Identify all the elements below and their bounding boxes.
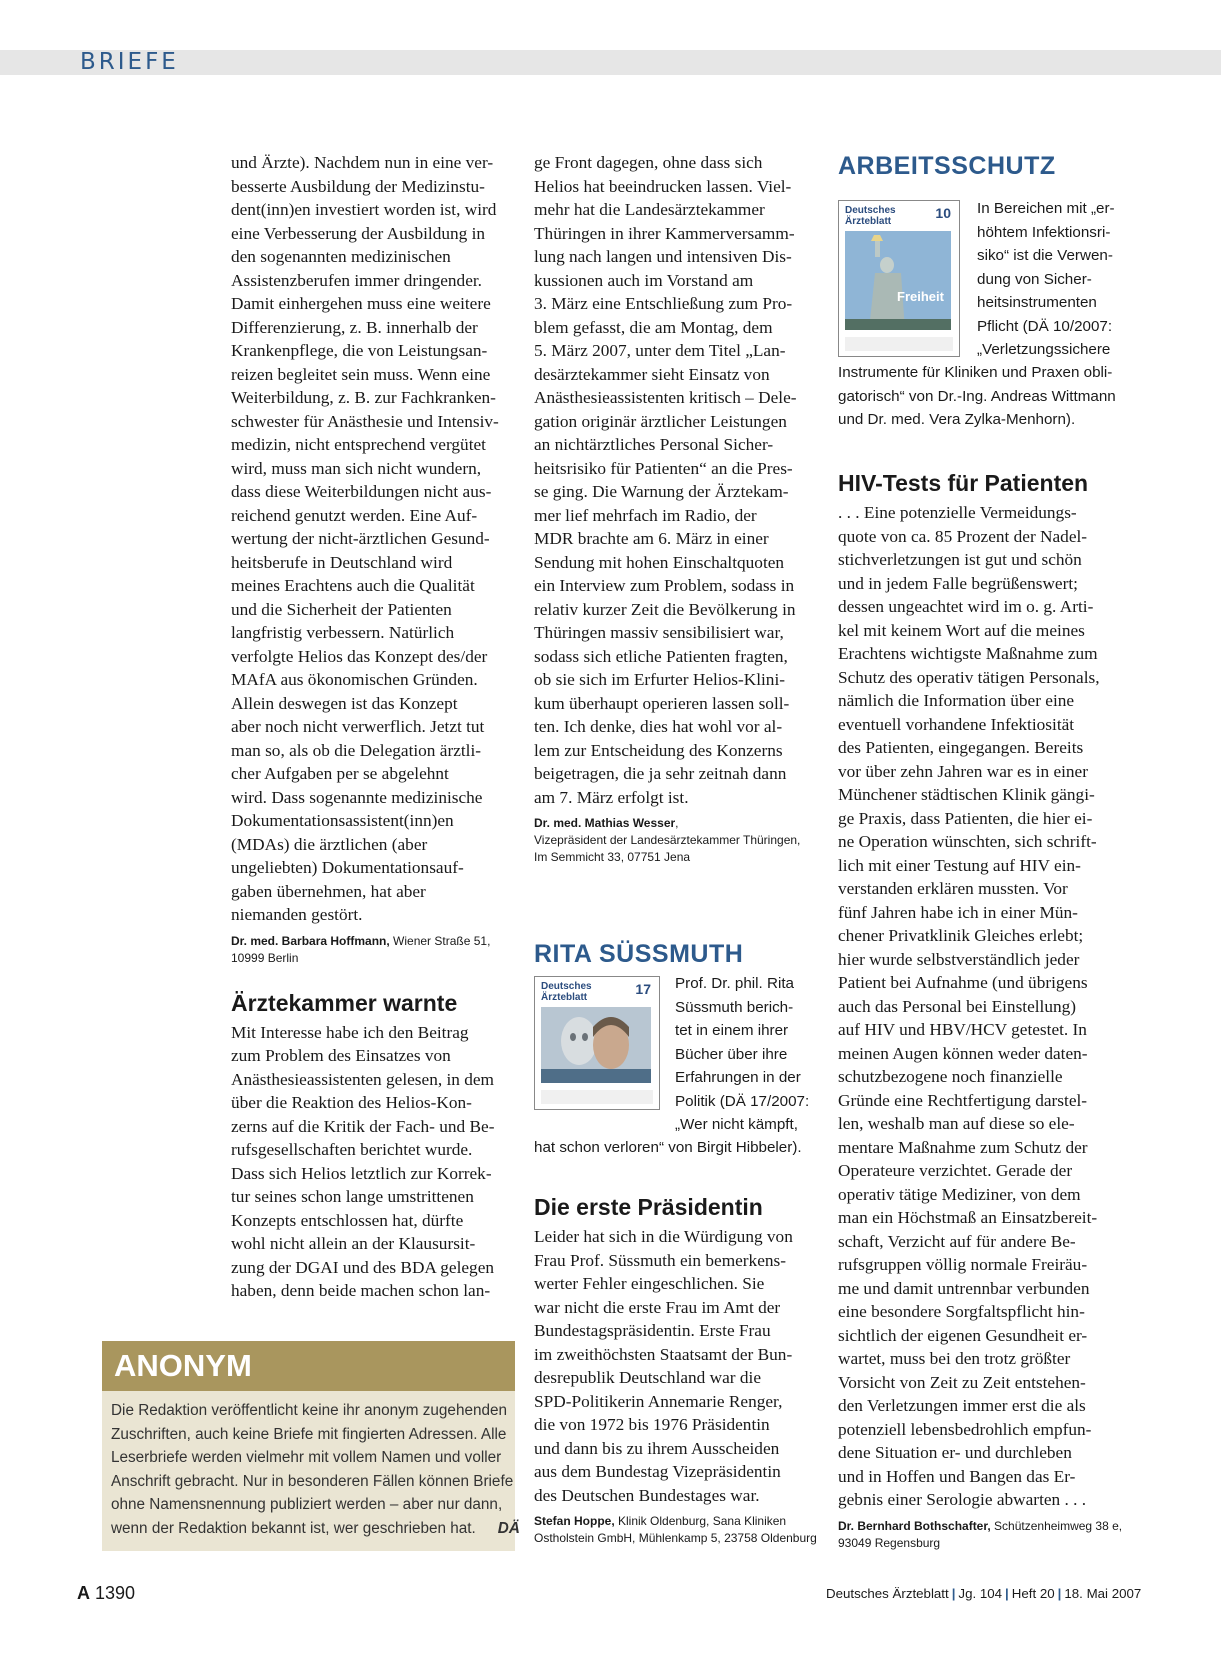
text-line: Vorsicht von Zeit zu Zeit entstehen-	[838, 1372, 1086, 1392]
text-line: vor über zehn Jahren war es in einer	[838, 761, 1088, 781]
text-line: lung nach langen und intensiven Dis-	[534, 247, 792, 266]
text-line: rufsgesellschaften berichtet wurde.	[231, 1140, 473, 1159]
text-line: mentare Maßnahme zum Schutz der	[838, 1137, 1088, 1157]
text-line: gebnis einer Serologie abwarten . . .	[838, 1490, 1087, 1509]
text-line: dessen ungeachtet wird im o. g. Arti-	[838, 597, 1094, 616]
text-line: Anschrift gebracht. Nur in besonderen Fällen können Briefe	[111, 1472, 514, 1490]
text-line: stichverletzungen ist gut und schön	[838, 550, 1082, 569]
journal-date: 18. Mai 2007	[1064, 1586, 1142, 1601]
letter-heading: Ärztekammer warnte	[231, 989, 458, 1016]
cover-title: Freiheit	[897, 289, 944, 304]
text-line: Bücher über ihre	[675, 1045, 788, 1063]
text-line: Erfahrungen in der	[675, 1069, 801, 1086]
text-line: Weiterbildung, z. B. zur Fachkranken-	[231, 388, 496, 407]
letter-body	[231, 151, 516, 927]
text-line: Leider hat sich in die Würdigung von	[534, 1227, 793, 1246]
author-name: Dr. med. Mathias Wesser	[534, 816, 676, 830]
text-line: wartet, muss bei den trotz größter	[838, 1349, 1071, 1368]
text-line: Leserbriefe werden vielmehr mit vollem Namen und voller	[111, 1449, 502, 1466]
text-line: des Deutschen Bundestages war.	[534, 1485, 760, 1505]
author-city: 10999 Berlin	[231, 950, 299, 965]
text-line: Dass sich Helios letztlich zur Korrek-	[231, 1163, 492, 1183]
text-line: langfristig verbessern. Natürlich	[231, 623, 455, 642]
text-line: den Verletzungen immer erst die als	[838, 1396, 1086, 1415]
text-line: . . . Eine potenzielle Vermeidungs-	[838, 503, 1077, 522]
text-line: man ein Höchstmaß an Einsatzbereit-	[838, 1208, 1098, 1227]
text-line: Pflicht (DÄ 10/2007:	[977, 317, 1113, 335]
text-line: potenziell lebensbedrohlich empfun-	[838, 1419, 1092, 1439]
text-line: MAfA aus ökonomischen Gründen.	[231, 670, 478, 689]
text-line: reizen begleitet sein muss. Wenn eine	[231, 364, 491, 384]
text-line: SPD-Politikerin Annemarie Renger,	[534, 1391, 783, 1411]
text-line: Patient bei Aufnahme (und übrigens	[838, 973, 1088, 992]
text-line	[111, 1517, 520, 1541]
page-number	[77, 1582, 135, 1604]
text-line: wird. Dass sogenannte medizinische	[231, 787, 483, 807]
text-line: höhtem Infektionsri-	[977, 223, 1111, 241]
cover-image-faces-icon	[541, 1007, 653, 1085]
text-line: relativ kurzer Zeit die Bevölkerung in	[534, 599, 796, 619]
text-line: zerns auf die Kritik der Fach- und Be-	[231, 1116, 495, 1136]
text-line: „Verletzungssichere	[977, 341, 1111, 358]
text-line: man so, als ob die Delegation ärztli-	[231, 740, 482, 760]
letter-body	[534, 151, 824, 809]
author-name: Dr. med. Barbara Hoffmann,	[231, 933, 390, 948]
header-bar	[0, 50, 1221, 75]
journal-name: Deutsches Ärzteblatt	[826, 1586, 949, 1601]
text-line: Helios hat beeindrucken lassen. Viel-	[534, 176, 792, 196]
author-city: 93049 Regensburg	[838, 1535, 941, 1550]
text-line: ge Praxis, dass Patienten, die hier ei-	[838, 808, 1093, 828]
text-line: blem gefasst, die am Montag, dem	[534, 317, 773, 337]
letter-signature	[231, 933, 516, 967]
cover-issue-number: 10	[935, 205, 951, 221]
text-line: und die Sicherheit der Patienten	[231, 599, 452, 619]
text-line: und in jedem Falle begrüßenswert;	[838, 573, 1078, 593]
text-line: und dann bis zu ihrem Ausscheiden	[534, 1438, 780, 1458]
letter-body	[534, 1225, 824, 1507]
text-line: „Wer nicht kämpft,	[675, 1116, 798, 1133]
text-line: heitsinstrumenten	[977, 294, 1097, 311]
text-line: meines Erachtens auch die Qualität	[231, 576, 475, 595]
text-line: wird, muss man sich nicht wundern,	[231, 458, 482, 478]
text-line: und Dr. med. Vera Zylka-Menhorn).	[838, 411, 1076, 428]
text-line: Süssmuth berich-	[675, 998, 794, 1016]
text-line: lich mit einer Testung auf HIV ein-	[838, 855, 1081, 875]
text-line: ten. Ich denke, dies hat wohl vor al-	[534, 717, 783, 736]
letter-body	[838, 501, 1138, 1512]
text-line: über die Reaktion des Helios-Kon-	[231, 1093, 472, 1112]
anonym-text	[111, 1399, 520, 1540]
text-line: des Patienten, eingegangen. Bereits	[838, 738, 1084, 757]
text-line: len, weshalb man auf diese so ele-	[838, 1114, 1075, 1133]
text-line: heitsrisiko für Patienten“ an die Pres-	[534, 458, 793, 478]
text-line: ungeliebten) Dokumentationsauf-	[231, 858, 464, 877]
text-line: haben, denn beide machen schon lan-	[231, 1281, 491, 1300]
text-line: beigetragen, die ja sehr zeitnah dann	[534, 764, 787, 783]
author-address: Im Semmicht 33, 07751 Jena	[534, 850, 691, 864]
author-name: Stefan Hoppe,	[534, 1514, 615, 1528]
text-line: wertung der nicht-ärztlichen Gesund-	[231, 529, 490, 548]
text-line: Instrumente für Kliniken und Praxen obli-	[838, 364, 1113, 381]
text-line: Anästhesieassistenten kritisch – Dele-	[534, 388, 797, 407]
text-line: war nicht die erste Frau im Amt der	[534, 1297, 781, 1317]
text-line: dung von Sicher-	[977, 270, 1092, 288]
text-line: ohne Namensnennung publiziert werden – aber nur dann,	[111, 1496, 503, 1513]
text-line: quote von ca. 85 Prozent der Nadel-	[838, 526, 1088, 546]
anonym-notice-box	[102, 1341, 520, 1551]
letter-signature	[534, 1513, 824, 1547]
text-line: Damit einhergehen muss eine weitere	[231, 294, 491, 313]
text-line: Erachtens wichtigste Maßnahme zum	[838, 644, 1098, 663]
cover-logo: Deutsches Ärzteblatt	[541, 981, 592, 1003]
text-line: tet in einem ihrer	[675, 1022, 789, 1039]
text-line: besserte Ausbildung der Medizinstu-	[231, 176, 485, 196]
letter-signature	[838, 1518, 1138, 1552]
text-line: Anästhesieassistenten gelesen, in dem	[231, 1069, 494, 1089]
text-line: aus dem Bundestag Vizepräsidentin	[534, 1462, 781, 1481]
text-line: Thüringen massiv sensibilisiert war,	[534, 623, 784, 642]
text-line: ob sie sich im Erfurter Helios-Klini-	[534, 670, 786, 689]
text-line: eventuell vorhandene Infektiosität	[838, 714, 1075, 734]
text-line: kel mit keinem Wort auf die meines	[838, 620, 1085, 640]
separator: |	[951, 1586, 956, 1601]
text-line: zum Problem des Einsatzes von	[231, 1046, 451, 1065]
text-line: auch das Personal bei Einstellung)	[838, 996, 1077, 1016]
text-line: kussionen auch im Vorstand am	[534, 270, 754, 290]
text-line: und in Hoffen und Bangen das Er-	[838, 1466, 1076, 1486]
text-line: zung der DGAI und des BDA gelegen	[231, 1257, 494, 1277]
letter-signature	[534, 815, 824, 866]
text-line: Die Redaktion veröffentlicht keine ihr anonym zugehenden	[111, 1402, 507, 1419]
text-line: die von 1972 bis 1976 Präsidentin	[534, 1415, 770, 1434]
text-line: Dokumentationsassistent(inn)en	[231, 811, 454, 830]
text-line: tur seines schon lange umstrittenen	[231, 1187, 474, 1206]
text-line: In Bereichen mit „er-	[977, 200, 1115, 217]
text-line: Allein deswegen ist das Konzept	[231, 693, 458, 713]
text-line: verfolgte Helios das Konzept des/der	[231, 646, 488, 666]
text-line: nämlich die Information über eine	[838, 691, 1075, 710]
text-line: Assistenzberufen immer dringender.	[231, 270, 482, 290]
text-line: 3. März eine Entschließung zum Pro-	[534, 294, 793, 313]
text-line: me und damit untrennbar verbunden	[838, 1278, 1090, 1298]
text-line: lem zur Entscheidung des Konzerns	[534, 740, 783, 760]
text-line: 5. März 2007, unter dem Titel „Lan-	[534, 341, 786, 360]
text-line: Operateure verzichtet. Gerade der	[838, 1161, 1073, 1180]
text-line: se ging. Die Warnung der Ärztekam-	[534, 482, 789, 501]
author-title: Vizepräsident der Landesärztekammer Thüringen,	[534, 833, 801, 847]
author-address: Schützenheimweg 38 e,	[990, 1518, 1123, 1533]
text-line: Gründe eine Rechtfertigung darstel-	[838, 1090, 1088, 1110]
text-line: am 7. März erfolgt ist.	[534, 787, 689, 807]
text-line: Sendung mit hohen Einschaltquoten	[534, 552, 785, 572]
text-line: desärztekammer sieht Einsatz von	[534, 364, 770, 384]
text-line: sodass sich etliche Patienten fragten,	[534, 646, 788, 666]
section-label: BRIEFE	[80, 49, 179, 75]
text-line: den sogenannten medizinischen	[231, 247, 451, 266]
text-line-content: wenn der Redaktion bekannt ist, wer geschrieben hat.	[111, 1519, 476, 1537]
column-2-letter-2	[534, 1193, 824, 1547]
column-3-letter	[838, 469, 1138, 1552]
text-line: Zuschriften, auch keine Briefe mit fingierten Adressen. Alle	[111, 1425, 507, 1443]
text-line: niemanden gestört.	[231, 905, 363, 924]
text-line: dent(inn)en investiert worden ist, wird	[231, 200, 497, 219]
journal-volume: Jg. 104	[958, 1586, 1003, 1601]
column-2	[534, 151, 824, 866]
separator: |	[1005, 1586, 1009, 1601]
author-address: Ostholstein GmbH, Mühlenkamp 5, 23758 Oldenburg	[534, 1531, 817, 1545]
author-name: Dr. Bernhard Bothschafter,	[838, 1518, 991, 1533]
text-line: reichend genutzt werden. Eine Auf-	[231, 505, 478, 525]
text-line: Bundestagspräsidentin. Erste Frau	[534, 1321, 771, 1340]
text-line: Prof. Dr. phil. Rita	[675, 975, 795, 992]
text-line: an nichtärztliches Personal Sicher-	[534, 435, 774, 454]
text-line: schwester für Anästhesie und Intensiv-	[231, 411, 499, 431]
cover-footer	[845, 337, 953, 351]
text-line: rufsgruppen völlig normale Freiräu-	[838, 1255, 1088, 1274]
text-line: verstanden erklären mussten. Vor	[838, 879, 1068, 898]
text-line: cher Aufgaben per se abgelehnt	[231, 764, 449, 783]
text-line: hier wurde selbstverständlich jeder	[838, 949, 1080, 969]
letter-heading: Die erste Präsidentin	[534, 1194, 763, 1220]
column-1	[231, 151, 516, 1303]
cover-image-statue-of-liberty-icon	[845, 231, 953, 332]
text-line: Frau Prof. Süssmuth ein bemerkens-	[534, 1250, 786, 1270]
text-line: Thüringen in ihrer Kammerversamm-	[534, 223, 795, 243]
text-line: chener Privatklinik Gleiches erlebt;	[838, 926, 1084, 945]
page-prefix: A	[77, 1583, 90, 1603]
rubric-arbeitsschutz: ARBEITSSCHUTZ	[838, 152, 1056, 180]
author-affiliation: Klinik Oldenburg, Sana Kliniken	[614, 1514, 787, 1528]
text-line: schutzbezogene noch finanzielle	[838, 1067, 1063, 1086]
letter-heading: HIV-Tests für Patienten	[838, 470, 1089, 496]
text-line: MDR brachte am 6. März in einer	[534, 529, 769, 548]
page-number-value: 1390	[95, 1583, 136, 1603]
text-line: (MDAs) die ärztlichen (aber	[231, 834, 428, 854]
letter-body	[231, 1021, 516, 1303]
text-line: werter Fehler eingeschlichen. Sie	[534, 1274, 765, 1293]
journal-cover-10	[838, 200, 960, 357]
text-line: sichtlich der eigenen Gesundheit er-	[838, 1325, 1088, 1345]
author-address: Wiener Straße 51,	[389, 933, 491, 948]
text-line: Schutz des operativ tätigen Personals,	[838, 667, 1100, 687]
text-line: Politik (DÄ 17/2007:	[675, 1092, 810, 1110]
text-line: eine besondere Sorgfaltspflicht hin-	[838, 1302, 1085, 1321]
text-line: ein Interview zum Problem, sodass in	[534, 576, 795, 595]
text-line: dene Situation er- und durchleben	[838, 1443, 1072, 1462]
text-line: medizin, nicht entsprechend vergütet	[231, 435, 486, 454]
text-line: Krankenpflege, die von Leistungsan-	[231, 341, 488, 360]
text-line: im zweithöchsten Staatsamt der Bun-	[534, 1344, 793, 1364]
text-line: wohl nicht allein an der Klausursit-	[231, 1234, 476, 1253]
rubric-teaser-end	[838, 361, 1158, 432]
text-line: Mit Interesse habe ich den Beitrag	[231, 1022, 469, 1042]
text-line: ge Front dagegen, ohne dass sich	[534, 153, 763, 172]
cover-issue-number: 17	[635, 981, 651, 997]
text-line: mer lief mehrfach im Radio, der	[534, 505, 757, 525]
text-line: dass diese Weiterbildungen nicht aus-	[231, 482, 492, 501]
text-line: Differenzierung, z. B. innerhalb der	[231, 317, 478, 337]
text-line: fünf Jahren habe ich in einer Mün-	[838, 902, 1078, 922]
text-line: gaben übernehmen, hat aber	[231, 881, 426, 901]
text-line: Konzepts entschlossen hat, dürfte	[231, 1210, 464, 1230]
cover-footer	[541, 1090, 653, 1104]
text-line: meinen Augen können weder daten-	[838, 1043, 1088, 1063]
separator: |	[1057, 1586, 1062, 1601]
anonym-title: ANONYM	[102, 1341, 515, 1391]
text-line: operativ tätige Mediziner, von dem	[838, 1184, 1081, 1204]
text-line: gation originär ärztlicher Leistungen	[534, 411, 787, 431]
text-line: schaft, Verzicht auf für andere Be-	[838, 1231, 1076, 1251]
rubric-teaser-end: hat schon verloren“ von Birgit Hibbeler).	[534, 1139, 802, 1156]
rubric-teaser	[675, 972, 835, 1137]
journal-cover-17	[534, 976, 660, 1110]
text-line: und Ärzte). Nachdem nun in eine ver-	[231, 153, 494, 172]
editorial-mark: DÄ	[497, 1519, 520, 1537]
text-line: mehr hat die Landesärztekammer	[534, 200, 765, 219]
text-line: aber noch nicht verwerflich. Jetzt tut	[231, 717, 485, 736]
cover-logo: Deutsches Ärzteblatt	[845, 205, 896, 227]
rubric-rita-suessmuth: RITA SÜSSMUTH	[534, 940, 744, 968]
sign-comma: ,	[675, 816, 679, 830]
journal-issue: Heft 20	[1011, 1586, 1055, 1601]
text-line: desrepublik Deutschland war die	[534, 1368, 761, 1387]
text-line: eine Verbesserung der Ausbildung in	[231, 223, 486, 243]
text-line: gatorisch“ von Dr.-Ing. Andreas Wittmann	[838, 387, 1116, 405]
rubric-teaser	[977, 197, 1137, 362]
text-line: kum überhaupt operieren lassen soll-	[534, 693, 790, 713]
text-line: heitsberufe in Deutschland wird	[231, 552, 453, 572]
text-line: siko“ ist die Verwen-	[977, 247, 1113, 264]
text-line: Münchener städtischen Klinik gängi-	[838, 785, 1095, 804]
text-line: ne Operation wünschten, sich schrift-	[838, 832, 1097, 851]
journal-footer	[826, 1585, 1141, 1603]
text-line: auf HIV und HBV/HCV getestet. In	[838, 1020, 1087, 1039]
